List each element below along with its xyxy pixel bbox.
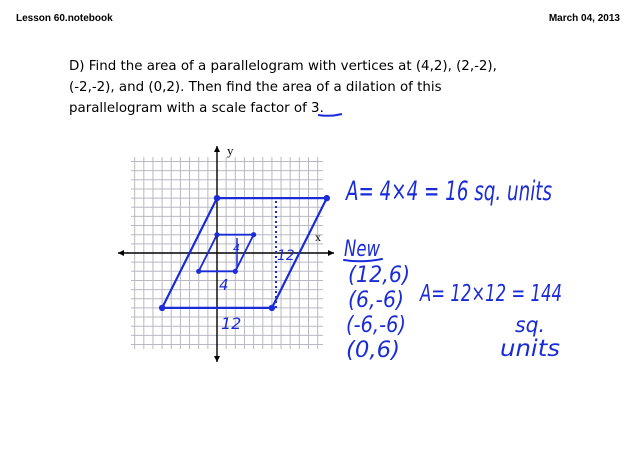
small-height-label: 4 bbox=[233, 242, 240, 255]
large-base-label: 12 bbox=[221, 314, 242, 333]
small-base-label: 4 bbox=[219, 276, 229, 294]
large-height-label: 12 bbox=[277, 248, 295, 264]
units-line-2: units bbox=[500, 336, 561, 362]
new-point-1: (12,6) bbox=[348, 263, 410, 288]
problem-line-1: D) Find the area of a parallelogram with vertices at (4,2), (2,-2), bbox=[69, 59, 497, 74]
new-point-3: (-6,-6) bbox=[346, 313, 406, 338]
new-label: New bbox=[344, 237, 381, 262]
new-area-note: A= 12×12 = 144 bbox=[418, 281, 562, 307]
page-date: March 04, 2013 bbox=[548, 13, 620, 24]
new-point-4: (0,6) bbox=[346, 338, 400, 363]
problem-line-2: (-2,-2), and (0,2). Then find the area of a dilation of this bbox=[69, 80, 442, 95]
problem-line-3: parallelogram with a scale factor of 3. bbox=[69, 101, 324, 116]
units-line-1: sq. bbox=[515, 313, 545, 337]
y-axis-label: y bbox=[227, 143, 234, 158]
original-area-note: A= 4×4 = 16 sq. units bbox=[344, 176, 552, 207]
new-point-2: (6,-6) bbox=[348, 288, 404, 313]
x-axis-label: x bbox=[315, 230, 321, 244]
notebook-title: Lesson 60.notebook bbox=[16, 13, 113, 24]
